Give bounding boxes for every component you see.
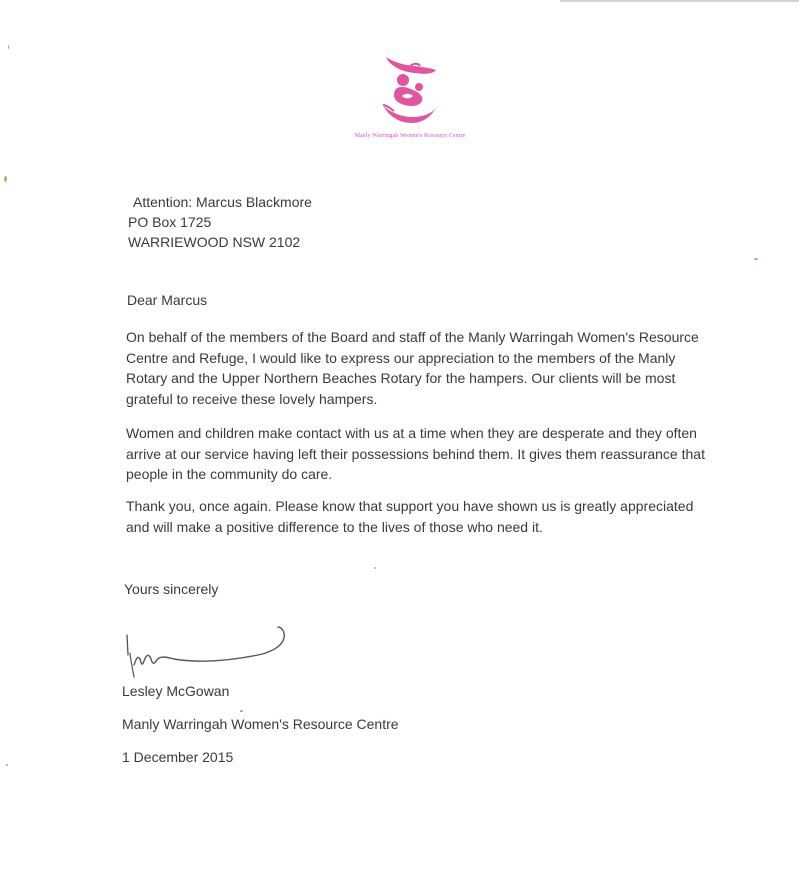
letterhead-caption: Manly Warringah Women's Resource Centre <box>354 133 466 139</box>
scan-speck <box>240 710 243 712</box>
recipient-address <box>128 192 312 252</box>
scan-speck <box>8 45 9 49</box>
letter-date: 1 December 2015 <box>122 749 234 765</box>
attention-line: Attention: Marcus Blackmore <box>133 194 312 210</box>
scan-speck <box>374 567 376 569</box>
scan-speck <box>6 764 8 766</box>
scan-edge-line <box>560 0 799 2</box>
po-box-line: PO Box 1725 <box>128 214 212 230</box>
salutation: Dear Marcus <box>127 292 208 308</box>
hands-mother-child-logo-icon <box>380 55 440 125</box>
signer-organisation: Manly Warringah Women's Resource Centre <box>122 716 399 732</box>
closing: Yours sincerely <box>124 581 219 597</box>
body-paragraph-1: On behalf of the members of the Board and staff of the Manly Warringah Women's Resource Centre and Refuge, I would like to express our appreciation to the members of the Manly Rotary and the Upper Northern Beaches Rotary for the hampers. Our clients will be most grateful to receive these lovely hampers. <box>126 329 699 407</box>
body-paragraph-2: Women and children make contact with us at a time when they are desperate and they often arrive at our service having left their possessions behind them. It gives them reassurance that people in the community do care. <box>126 425 705 482</box>
scan-speck <box>4 176 7 182</box>
handwritten-signature <box>118 615 298 680</box>
signer-name: Lesley McGowan <box>122 683 230 699</box>
locality-line: WARRIEWOOD NSW 2102 <box>128 234 301 250</box>
scan-speck <box>754 258 758 260</box>
body-paragraph-3: Thank you, once again. Please know that support you have shown us is greatly appreciated and will make a positive difference to the lives of those who need it. <box>126 498 694 535</box>
